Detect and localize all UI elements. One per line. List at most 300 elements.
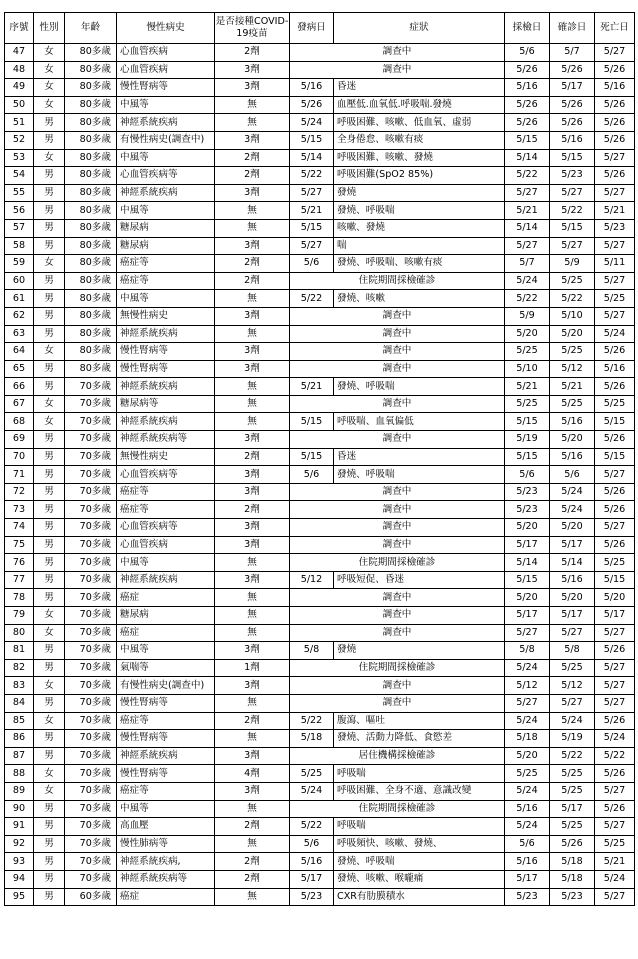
cell-sample-date: 5/24	[505, 782, 550, 800]
cell-symptoms: 調查中	[290, 395, 505, 413]
cell-symptoms: 發燒、呼吸喘	[334, 466, 505, 484]
cell-chronic-history: 神經系統疾病	[117, 114, 215, 132]
cell-sample-date: 5/14	[505, 554, 550, 572]
cell-confirm-date: 5/27	[550, 237, 595, 255]
table-row	[5, 589, 635, 607]
cell-chronic-history: 神經系統疾病等	[117, 870, 215, 888]
table-row	[5, 501, 635, 519]
cell-age: 70多歲	[65, 782, 117, 800]
cell-age: 70多歲	[65, 607, 117, 625]
cell-sample-date: 5/16	[505, 79, 550, 97]
cell-age: 80多歲	[65, 255, 117, 273]
cell-age: 80多歲	[65, 167, 117, 185]
cell-confirm-date: 5/17	[550, 536, 595, 554]
cell-symptoms: 居住機構採檢確診	[290, 747, 505, 765]
cell-sample-date: 5/20	[505, 589, 550, 607]
cell-symptoms: 調查中	[290, 307, 505, 325]
cell-sex: 女	[34, 677, 65, 695]
cell-confirm-date: 5/25	[550, 659, 595, 677]
cell-age: 70多歲	[65, 853, 117, 871]
cell-chronic-history: 慢性腎病等	[117, 343, 215, 361]
cell-id: 61	[5, 290, 34, 308]
cell-death-date: 5/24	[595, 870, 635, 888]
cell-sex: 男	[34, 747, 65, 765]
table-row	[5, 167, 635, 185]
cell-id: 53	[5, 149, 34, 167]
cell-sex: 男	[34, 219, 65, 237]
cell-sample-date: 5/20	[505, 747, 550, 765]
table-row	[5, 413, 635, 431]
cell-confirm-date: 5/27	[550, 184, 595, 202]
table-row	[5, 378, 635, 396]
cell-age: 70多歲	[65, 431, 117, 449]
cell-sex: 男	[34, 642, 65, 660]
cell-sex: 男	[34, 307, 65, 325]
cell-sample-date: 5/12	[505, 677, 550, 695]
table-row	[5, 642, 635, 660]
table-row	[5, 61, 635, 79]
table-row	[5, 44, 635, 62]
cell-chronic-history: 心血管疾病等	[117, 519, 215, 537]
table-row	[5, 448, 635, 466]
cell-symptoms: 呼吸喘	[334, 765, 505, 783]
cell-chronic-history: 慢性腎病等	[117, 360, 215, 378]
table-row	[5, 237, 635, 255]
cell-onset-date: 5/22	[290, 712, 334, 730]
cell-sample-date: 5/27	[505, 184, 550, 202]
cell-age: 80多歲	[65, 149, 117, 167]
cell-onset-date: 5/15	[290, 448, 334, 466]
cell-chronic-history: 心血管疾病等	[117, 167, 215, 185]
cell-chronic-history: 中風等	[117, 800, 215, 818]
cell-death-date: 5/27	[595, 782, 635, 800]
cell-chronic-history: 氣喘等	[117, 659, 215, 677]
table-row	[5, 307, 635, 325]
cell-death-date: 5/26	[595, 378, 635, 396]
cell-age: 70多歲	[65, 818, 117, 836]
cell-sample-date: 5/24	[505, 818, 550, 836]
cell-death-date: 5/24	[595, 730, 635, 748]
cell-chronic-history: 中風等	[117, 96, 215, 114]
cell-id: 59	[5, 255, 34, 273]
table-row	[5, 519, 635, 537]
cell-sex: 男	[34, 571, 65, 589]
header-death-date: 死亡日	[595, 13, 635, 44]
cell-id: 56	[5, 202, 34, 220]
cell-chronic-history: 神經系統疾病等	[117, 431, 215, 449]
cell-sample-date: 5/19	[505, 431, 550, 449]
cell-confirm-date: 5/16	[550, 571, 595, 589]
cell-confirm-date: 5/17	[550, 800, 595, 818]
cell-sex: 女	[34, 44, 65, 62]
cell-confirm-date: 5/17	[550, 79, 595, 97]
cell-death-date: 5/22	[595, 747, 635, 765]
table-row	[5, 431, 635, 449]
cell-confirm-date: 5/25	[550, 818, 595, 836]
header-id: 序號	[5, 13, 34, 44]
cell-onset-date: 5/23	[290, 888, 334, 906]
header-onset-date: 發病日	[290, 13, 334, 44]
cell-death-date: 5/27	[595, 677, 635, 695]
table-row	[5, 554, 635, 572]
cell-confirm-date: 5/25	[550, 395, 595, 413]
cell-death-date: 5/27	[595, 818, 635, 836]
cell-vaccination: 2劑	[215, 167, 290, 185]
cell-symptoms: 調查中	[290, 343, 505, 361]
cell-symptoms: 調查中	[290, 694, 505, 712]
cell-symptoms: 調查中	[290, 519, 505, 537]
cell-sample-date: 5/7	[505, 255, 550, 273]
table-row	[5, 870, 635, 888]
cell-id: 74	[5, 519, 34, 537]
table-row	[5, 835, 635, 853]
cell-sex: 男	[34, 519, 65, 537]
cell-sample-date: 5/6	[505, 466, 550, 484]
cell-chronic-history: 慢性腎病等	[117, 730, 215, 748]
cell-vaccination: 2劑	[215, 272, 290, 290]
cell-sample-date: 5/27	[505, 237, 550, 255]
cell-symptoms: 調查中	[290, 501, 505, 519]
cell-onset-date: 5/6	[290, 466, 334, 484]
cell-vaccination: 無	[215, 114, 290, 132]
table-row	[5, 730, 635, 748]
cell-id: 84	[5, 694, 34, 712]
cell-sample-date: 5/25	[505, 343, 550, 361]
cell-sex: 男	[34, 589, 65, 607]
cell-chronic-history: 慢性腎病等	[117, 79, 215, 97]
cell-symptoms: 調查中	[290, 325, 505, 343]
cell-sample-date: 5/25	[505, 395, 550, 413]
cell-sample-date: 5/23	[505, 483, 550, 501]
cell-sample-date: 5/22	[505, 167, 550, 185]
cell-symptoms: 咳嗽、發燒	[334, 219, 505, 237]
cell-confirm-date: 5/25	[550, 343, 595, 361]
cell-vaccination: 無	[215, 202, 290, 220]
cell-sex: 男	[34, 870, 65, 888]
cell-death-date: 5/21	[595, 853, 635, 871]
cell-id: 81	[5, 642, 34, 660]
cell-sample-date: 5/23	[505, 501, 550, 519]
cell-onset-date: 5/14	[290, 149, 334, 167]
cell-onset-date: 5/15	[290, 413, 334, 431]
header-vaccination: 是否接種COVID-19疫苗	[215, 13, 290, 44]
cell-confirm-date: 5/22	[550, 202, 595, 220]
cell-id: 54	[5, 167, 34, 185]
cell-age: 70多歲	[65, 800, 117, 818]
cell-confirm-date: 5/10	[550, 307, 595, 325]
cell-chronic-history: 糖尿病	[117, 607, 215, 625]
cell-id: 51	[5, 114, 34, 132]
cell-death-date: 5/15	[595, 413, 635, 431]
cell-onset-date: 5/22	[290, 818, 334, 836]
cell-id: 65	[5, 360, 34, 378]
cell-symptoms: 呼吸短促、昏迷	[334, 571, 505, 589]
cell-onset-date: 5/22	[290, 167, 334, 185]
cell-vaccination: 3劑	[215, 782, 290, 800]
cell-sample-date: 5/9	[505, 307, 550, 325]
cell-confirm-date: 5/15	[550, 149, 595, 167]
cell-symptoms: 發燒、活動力降低、食慾差	[334, 730, 505, 748]
cell-sample-date: 5/26	[505, 114, 550, 132]
cell-death-date: 5/20	[595, 589, 635, 607]
table-row	[5, 888, 635, 906]
cell-age: 80多歲	[65, 114, 117, 132]
cell-age: 70多歲	[65, 519, 117, 537]
cell-id: 63	[5, 325, 34, 343]
table-row	[5, 483, 635, 501]
cell-age: 80多歲	[65, 237, 117, 255]
cell-sample-date: 5/20	[505, 519, 550, 537]
cell-chronic-history: 心血管疾病	[117, 44, 215, 62]
cell-vaccination: 3劑	[215, 747, 290, 765]
cell-confirm-date: 5/12	[550, 677, 595, 695]
cell-confirm-date: 5/26	[550, 96, 595, 114]
cell-symptoms: 全身倦怠、咳嗽有痰	[334, 131, 505, 149]
cell-age: 70多歲	[65, 659, 117, 677]
table-row	[5, 395, 635, 413]
cell-vaccination: 2劑	[215, 853, 290, 871]
cell-vaccination: 3劑	[215, 571, 290, 589]
cell-age: 70多歲	[65, 694, 117, 712]
cell-vaccination: 無	[215, 395, 290, 413]
cell-id: 58	[5, 237, 34, 255]
cell-confirm-date: 5/9	[550, 255, 595, 273]
cell-symptoms: 昏迷	[334, 79, 505, 97]
cell-id: 60	[5, 272, 34, 290]
cell-sample-date: 5/15	[505, 571, 550, 589]
cell-age: 70多歲	[65, 571, 117, 589]
cell-age: 70多歲	[65, 536, 117, 554]
cell-id: 76	[5, 554, 34, 572]
cell-id: 75	[5, 536, 34, 554]
cell-sample-date: 5/6	[505, 44, 550, 62]
cell-vaccination: 2劑	[215, 255, 290, 273]
cell-onset-date: 5/24	[290, 782, 334, 800]
cell-death-date: 5/16	[595, 79, 635, 97]
table-row	[5, 255, 635, 273]
cell-sample-date: 5/27	[505, 624, 550, 642]
cell-vaccination: 無	[215, 835, 290, 853]
cell-id: 94	[5, 870, 34, 888]
cell-id: 66	[5, 378, 34, 396]
cell-confirm-date: 5/23	[550, 167, 595, 185]
cell-chronic-history: 神經系統疾病	[117, 378, 215, 396]
cell-death-date: 5/11	[595, 255, 635, 273]
cell-chronic-history: 慢性腎病等	[117, 765, 215, 783]
cell-death-date: 5/26	[595, 131, 635, 149]
table-row	[5, 96, 635, 114]
cell-id: 57	[5, 219, 34, 237]
cell-confirm-date: 5/17	[550, 607, 595, 625]
cell-confirm-date: 5/26	[550, 61, 595, 79]
cell-id: 72	[5, 483, 34, 501]
cell-sample-date: 5/17	[505, 870, 550, 888]
cell-id: 87	[5, 747, 34, 765]
cell-symptoms: 調查中	[290, 44, 505, 62]
cell-confirm-date: 5/14	[550, 554, 595, 572]
cell-chronic-history: 無慢性病史	[117, 307, 215, 325]
cell-death-date: 5/27	[595, 519, 635, 537]
cell-symptoms: 住院期間採檢確診	[290, 554, 505, 572]
cell-death-date: 5/27	[595, 237, 635, 255]
header-sex: 性別	[34, 13, 65, 44]
cell-sex: 男	[34, 659, 65, 677]
table-row	[5, 677, 635, 695]
cell-chronic-history: 癌症	[117, 624, 215, 642]
cell-sex: 男	[34, 483, 65, 501]
cell-confirm-date: 5/27	[550, 624, 595, 642]
cell-vaccination: 無	[215, 325, 290, 343]
cell-sex: 男	[34, 554, 65, 572]
cell-death-date: 5/26	[595, 501, 635, 519]
cell-vaccination: 3劑	[215, 237, 290, 255]
cell-vaccination: 無	[215, 96, 290, 114]
cell-symptoms: 發燒、咳嗽、喉嚨痛	[334, 870, 505, 888]
table-row	[5, 800, 635, 818]
cell-symptoms: 呼吸困難、咳嗽、發燒	[334, 149, 505, 167]
cell-confirm-date: 5/20	[550, 325, 595, 343]
cell-confirm-date: 5/7	[550, 44, 595, 62]
table-row	[5, 272, 635, 290]
cell-sex: 男	[34, 290, 65, 308]
cell-sex: 男	[34, 202, 65, 220]
cell-sample-date: 5/21	[505, 378, 550, 396]
cell-age: 70多歲	[65, 747, 117, 765]
cell-sex: 男	[34, 131, 65, 149]
cell-chronic-history: 糖尿病	[117, 237, 215, 255]
cell-onset-date: 5/22	[290, 290, 334, 308]
cell-symptoms: 發燒、呼吸喘	[334, 202, 505, 220]
cell-death-date: 5/16	[595, 360, 635, 378]
cell-id: 93	[5, 853, 34, 871]
cell-vaccination: 3劑	[215, 360, 290, 378]
cell-chronic-history: 糖尿病等	[117, 395, 215, 413]
cell-confirm-date: 5/16	[550, 448, 595, 466]
cell-chronic-history: 癌症	[117, 888, 215, 906]
cell-symptoms: 發燒、呼吸喘	[334, 378, 505, 396]
cell-vaccination: 3劑	[215, 677, 290, 695]
cell-id: 88	[5, 765, 34, 783]
cell-id: 82	[5, 659, 34, 677]
cell-vaccination: 無	[215, 730, 290, 748]
cell-sex: 男	[34, 835, 65, 853]
cell-sex: 男	[34, 536, 65, 554]
header-symptoms: 症狀	[334, 13, 505, 44]
cell-death-date: 5/15	[595, 448, 635, 466]
cell-sample-date: 5/14	[505, 219, 550, 237]
cell-death-date: 5/26	[595, 712, 635, 730]
cell-id: 52	[5, 131, 34, 149]
cell-sex: 男	[34, 501, 65, 519]
cell-sex: 女	[34, 712, 65, 730]
cell-onset-date: 5/15	[290, 219, 334, 237]
cell-symptoms: 調查中	[290, 431, 505, 449]
cell-sex: 女	[34, 96, 65, 114]
cell-chronic-history: 中風等	[117, 290, 215, 308]
cell-id: 48	[5, 61, 34, 79]
cell-symptoms: 呼吸喘、血氧偏低	[334, 413, 505, 431]
cell-id: 55	[5, 184, 34, 202]
cell-symptoms: 呼吸困難、咳嗽、低血氧、虛弱	[334, 114, 505, 132]
table-row	[5, 131, 635, 149]
cell-confirm-date: 5/16	[550, 413, 595, 431]
cell-confirm-date: 5/23	[550, 888, 595, 906]
cell-confirm-date: 5/21	[550, 378, 595, 396]
cell-onset-date: 5/21	[290, 202, 334, 220]
cell-age: 80多歲	[65, 44, 117, 62]
cell-confirm-date: 5/22	[550, 747, 595, 765]
cell-age: 80多歲	[65, 79, 117, 97]
cell-confirm-date: 5/15	[550, 219, 595, 237]
cell-sample-date: 5/14	[505, 149, 550, 167]
cell-confirm-date: 5/19	[550, 730, 595, 748]
cell-onset-date: 5/16	[290, 853, 334, 871]
cell-sample-date: 5/22	[505, 290, 550, 308]
cell-chronic-history: 癌症等	[117, 272, 215, 290]
cell-vaccination: 3劑	[215, 307, 290, 325]
table-row	[5, 624, 635, 642]
cell-age: 70多歲	[65, 642, 117, 660]
cell-sex: 男	[34, 431, 65, 449]
cell-onset-date: 5/15	[290, 131, 334, 149]
table-row	[5, 818, 635, 836]
cell-death-date: 5/27	[595, 694, 635, 712]
cell-age: 70多歲	[65, 712, 117, 730]
cell-confirm-date: 5/25	[550, 272, 595, 290]
cell-death-date: 5/27	[595, 149, 635, 167]
cell-sex: 男	[34, 694, 65, 712]
cell-vaccination: 3劑	[215, 431, 290, 449]
cell-death-date: 5/27	[595, 659, 635, 677]
cell-age: 70多歲	[65, 835, 117, 853]
table-row	[5, 149, 635, 167]
cell-sex: 女	[34, 61, 65, 79]
cell-age: 70多歲	[65, 448, 117, 466]
table-body	[5, 44, 635, 906]
cell-death-date: 5/27	[595, 272, 635, 290]
cell-chronic-history: 神經系統疾病	[117, 413, 215, 431]
cell-confirm-date: 5/6	[550, 466, 595, 484]
cell-sample-date: 5/10	[505, 360, 550, 378]
cell-symptoms: 血壓低.血氧低.呼吸喘.發燒	[334, 96, 505, 114]
cell-sex: 男	[34, 237, 65, 255]
cell-age: 70多歲	[65, 589, 117, 607]
cell-sex: 女	[34, 765, 65, 783]
cell-symptoms: 呼吸喘	[334, 818, 505, 836]
cell-onset-date: 5/25	[290, 765, 334, 783]
cell-death-date: 5/26	[595, 343, 635, 361]
cell-age: 70多歲	[65, 395, 117, 413]
cell-id: 50	[5, 96, 34, 114]
cell-id: 85	[5, 712, 34, 730]
death-case-table-container	[4, 12, 635, 906]
cell-death-date: 5/27	[595, 184, 635, 202]
cell-death-date: 5/25	[595, 395, 635, 413]
cell-death-date: 5/15	[595, 571, 635, 589]
cell-chronic-history: 神經系統疾病	[117, 571, 215, 589]
cell-confirm-date: 5/25	[550, 765, 595, 783]
table-row	[5, 765, 635, 783]
cell-confirm-date: 5/16	[550, 131, 595, 149]
cell-sex: 男	[34, 184, 65, 202]
cell-chronic-history: 中風等	[117, 202, 215, 220]
cell-age: 80多歲	[65, 325, 117, 343]
table-row	[5, 694, 635, 712]
table-row	[5, 184, 635, 202]
cell-sex: 男	[34, 853, 65, 871]
cell-vaccination: 3劑	[215, 79, 290, 97]
cell-chronic-history: 慢性腎病等	[117, 694, 215, 712]
